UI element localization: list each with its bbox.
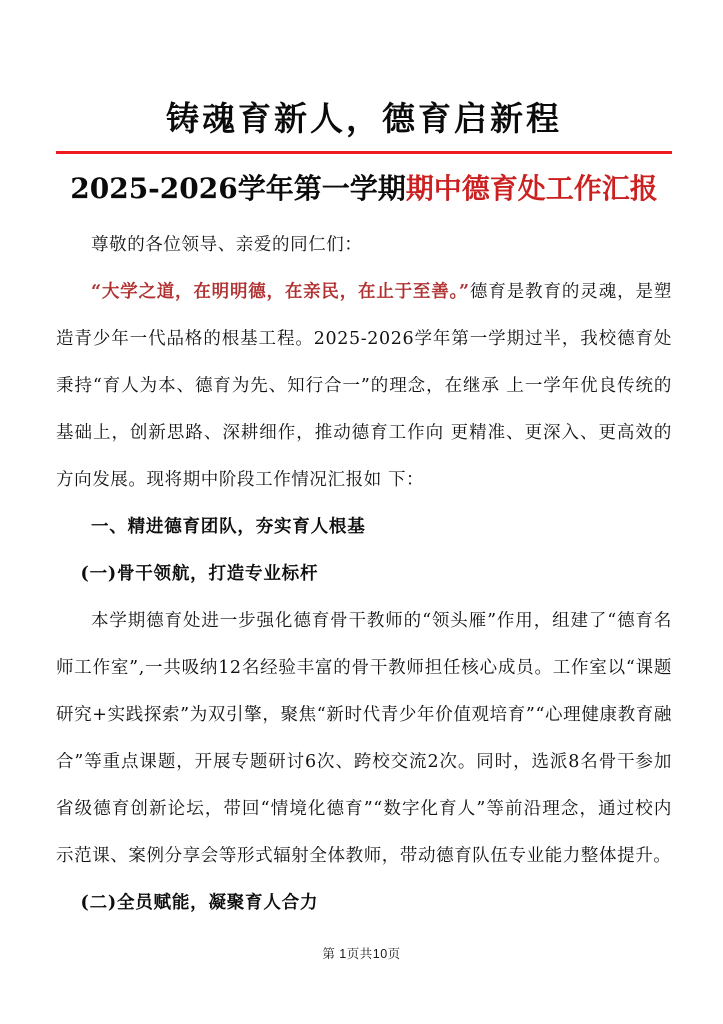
opening-paragraph [56,269,672,504]
subtitle-segment-report: 期中德育处工作汇报 [405,171,658,205]
subsection-heading-1-2: (二)全员赋能，凝聚育人合力 [80,892,319,913]
subtitle-segment-term: 2025-2026学年第一学期 [70,171,406,205]
document-title: 铸魂育新人，德育启新程 [166,99,562,138]
document-body [56,206,672,927]
opening-paragraph-text: 德育是教育的灵魂，是塑造青少年一代品格的根基工程。2025-2026学年第一学期过半，我校德育处秉持“育人为本、德育为先、知行合一”的理念，在继承 上一学年优良传统的基础上，创新思路、深耕细作，推动德育工作向 更精准、更深入、更高效的方向发展。现将期中阶段工作情况汇报如 下： [56,281,672,490]
section-heading-1: 一、精进德育团队，夯实育人根基 [91,516,366,537]
page-number-footer: 第 1页共10页 [322,947,401,961]
subsection-heading-1-1: (一)骨干领航，打造专业标杆 [80,563,319,584]
document-content [56,0,672,927]
subsection-1-1-paragraph: 本学期德育处进一步强化德育骨干教师的“领头雁”作用，组建了“德育名师工作室”,一共吸纳12名经验丰富的骨干教师担任核心成员。工作室以“课题研究+实践探索”为双引擎，聚焦“新时代青少年价值观培育”“心理健康教育融合”等重点课题，开展专题研讨6次、跨校交流2次。同时，选派8名骨干参加省级德育创新论坛，带回“情境化德育”“数字化育人”等前沿理念，通过校内示范课、案例分享会等形式辐射全体教师，带动德育队伍专业能力整体提升。 [56,610,672,866]
salutation-line: 尊敬的各位领导、亲爱的同仁们： [91,234,363,255]
classical-quote: “大学之道，在明明德，在亲民，在止于至善。” [91,281,470,302]
document-subtitle [56,154,672,206]
